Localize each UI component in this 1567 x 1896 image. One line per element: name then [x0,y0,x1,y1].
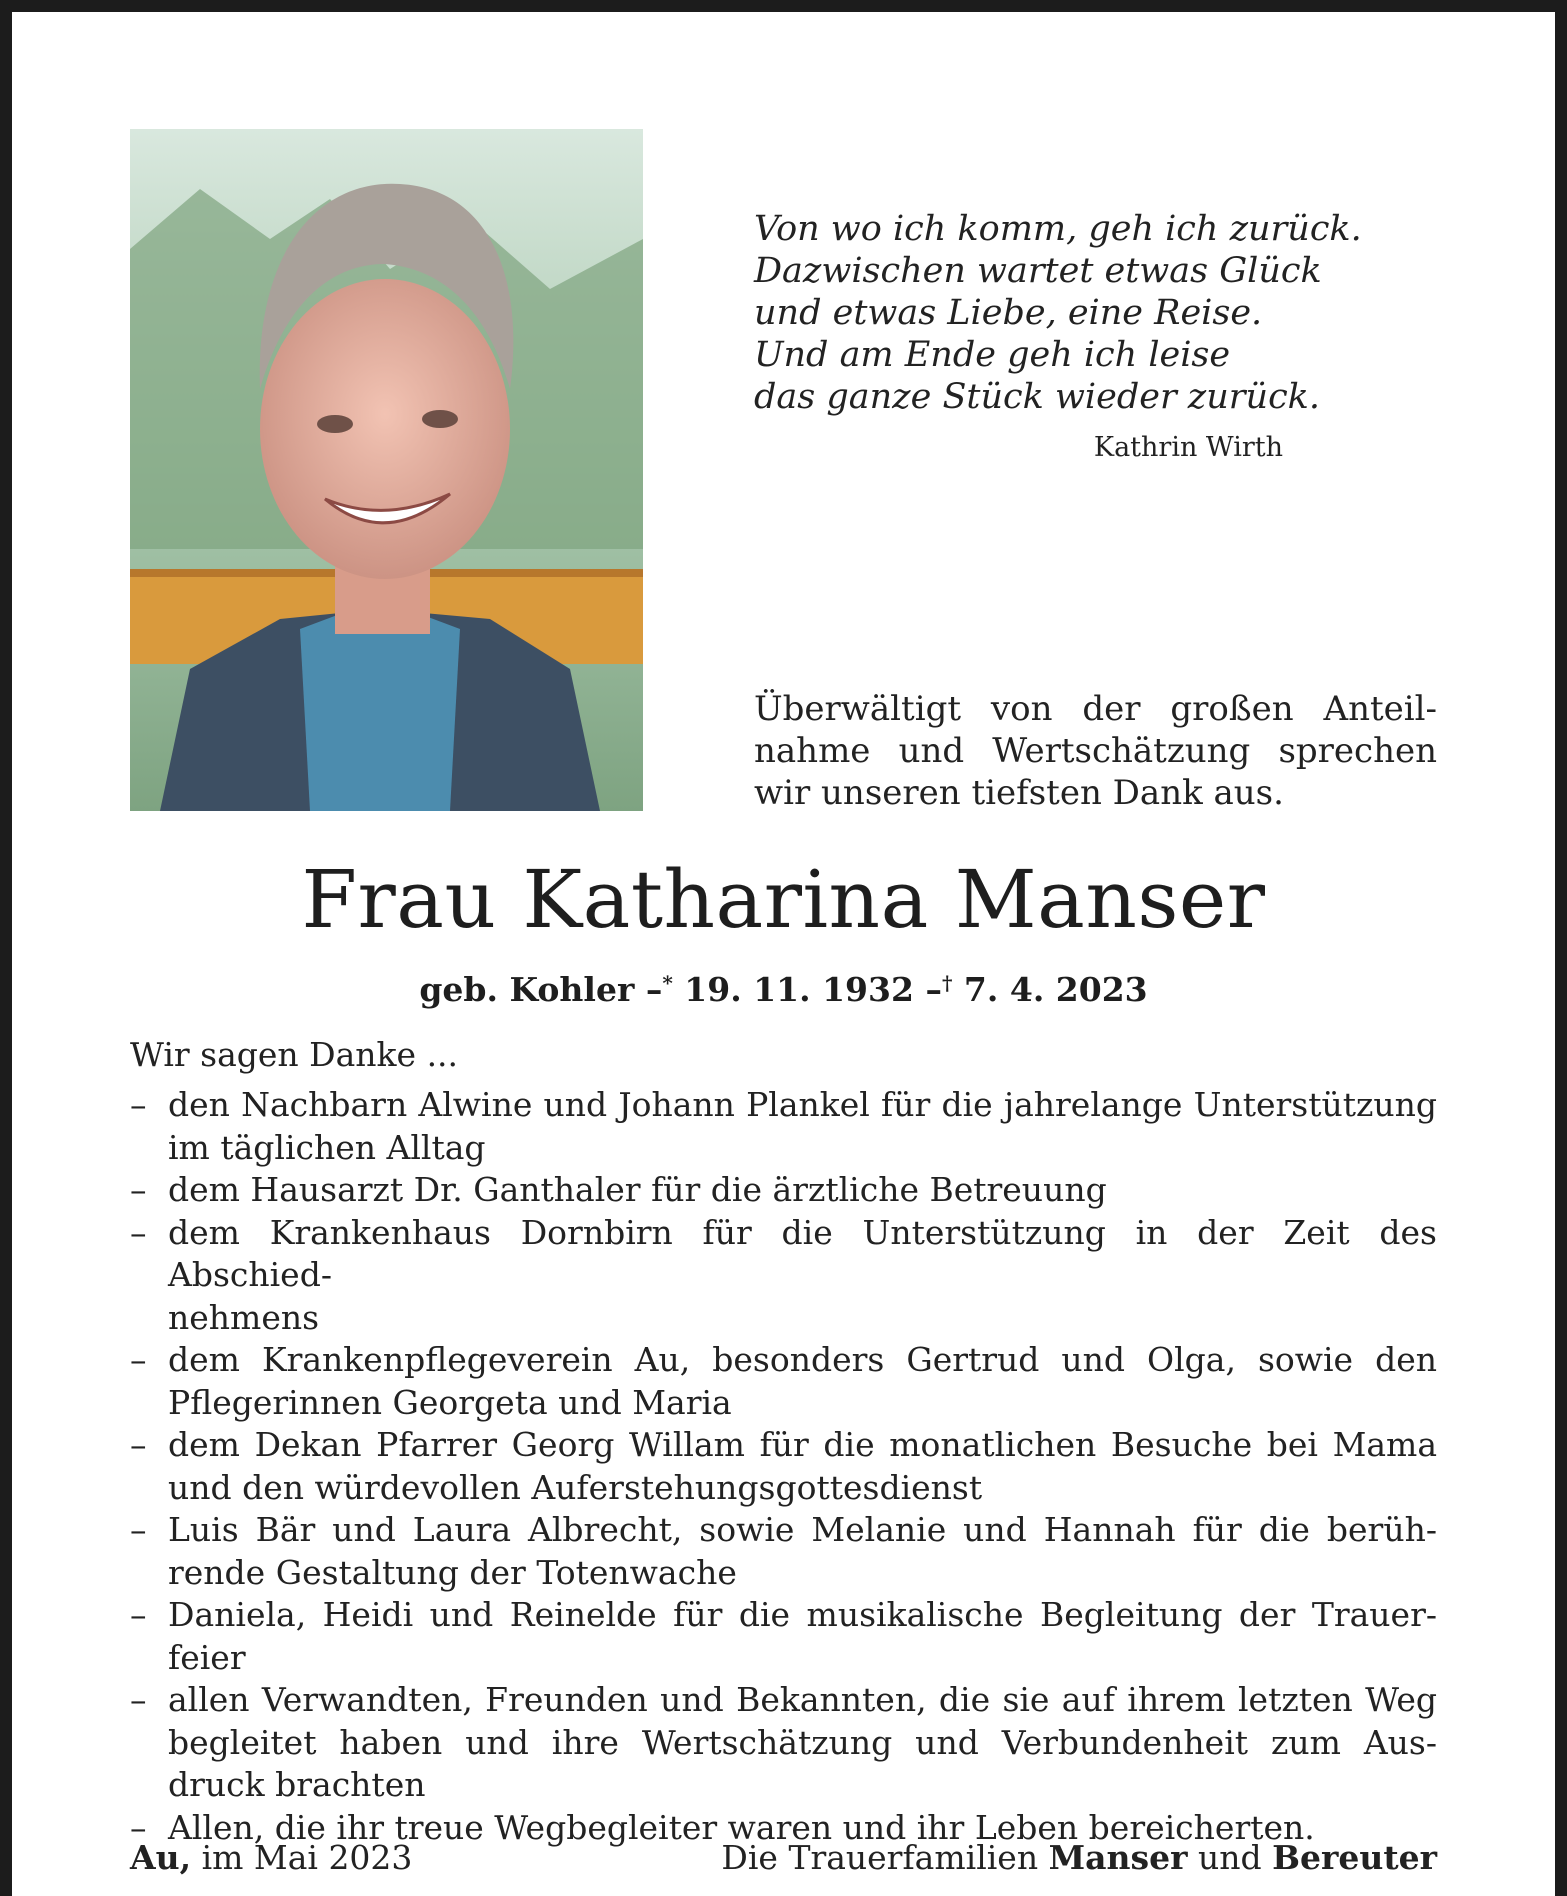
footer-place-date [130,1838,412,1877]
footer-families [721,1838,1437,1877]
intro-line: Überwältigt von der großen Anteil- [754,689,1437,729]
thanks-list [130,1084,1437,1849]
family-name-1: Manser [1048,1838,1188,1877]
thanks-item [130,1084,1437,1169]
footer-date: im Mai 2023 [201,1838,413,1877]
life-dates [130,970,1437,1009]
thanks-item-line: Allen, die ihr treue Wegbegleiter waren und ihr Leben bereicherten. [168,1807,1315,1847]
thanks-item [130,1212,1437,1340]
dash-bullet: – [130,1807,147,1847]
footer-place: Au, [130,1838,192,1877]
family-prefix: Die Trauerfamilien [721,1838,1039,1877]
deceased-name: Frau Katharina Manser [301,853,1266,946]
thanks-item-line: dem Hausarzt Dr. Ganthaler für die ärztliche Betreuung [168,1170,1107,1209]
family-name-2: Bereuter [1272,1838,1437,1877]
intro-text [754,688,1437,814]
death-date: 7. 4. 2023 [963,970,1148,1009]
portrait-image [130,129,643,811]
thanks-heading: Wir sagen Danke ... [130,1035,459,1074]
thanks-item-line: dem Dekan Pfarrer Georg Willam für die monatlichen Besuche bei Mama [168,1425,1437,1464]
poem-line: das ganze Stück wieder zurück. [754,377,1320,417]
death-symbol: † [941,971,953,995]
born-name: geb. Kohler [419,970,635,1009]
thanks-item [130,1169,1437,1212]
poem-line: Dazwischen wartet etwas Glück [754,251,1322,291]
thanks-item [130,1509,1437,1594]
dash-bullet: – [130,1680,147,1719]
birth-symbol: * [662,971,673,995]
poem-author: Kathrin Wirth [1093,432,1283,463]
thanks-item-line: druck brachten [168,1765,426,1804]
date-separator: – [645,970,663,1009]
thanks-item [130,1424,1437,1509]
thanks-item-line: rende Gestaltung der Totenwache [168,1552,737,1592]
dash-bullet: – [130,1510,147,1549]
intro-line: wir unseren tiefsten Dank aus. [754,773,1284,813]
portrait-photo [130,129,643,811]
thanks-item-line: dem Krankenhaus Dornbirn für die Unterstützung in der Zeit des Abschied- [168,1212,1437,1294]
dash-bullet: – [130,1085,147,1124]
dash-bullet: – [130,1340,147,1379]
poem-line: Und am Ende geh ich leise [754,335,1231,375]
thanks-item-line: allen Verwandten, Freunden und Bekannten, die sie auf ihrem letzten Weg [168,1680,1437,1719]
thanks-item-line: dem Krankenpflegeverein Au, besonders Gertrud und Olga, sowie den [168,1340,1437,1379]
poem-line: und etwas Liebe, eine Reise. [754,293,1263,333]
thanks-item [130,1594,1437,1679]
dash-bullet: – [130,1425,147,1464]
birth-date: 19. 11. 1932 [684,970,914,1009]
dash-bullet: – [130,1595,147,1634]
thanks-item-line: nehmens [168,1297,320,1337]
thanks-item-line: den Nachbarn Alwine und Johann Plankel für die jahrelange Unterstützung [168,1085,1437,1124]
dash-bullet: – [130,1170,147,1209]
dash-bullet: – [130,1212,147,1252]
thanks-item-line: im täglichen Alltag [168,1127,486,1167]
thanks-item-line: begleitet haben und ihre Wertschätzung und Verbundenheit zum Aus- [168,1722,1437,1762]
thanks-item-line: feier [168,1637,246,1677]
poem [754,208,1362,418]
intro-line: nahme und Wertschätzung sprechen [754,731,1437,771]
poem-line: Von wo ich komm, geh ich zurück. [754,209,1362,249]
thanks-item [130,1679,1437,1807]
thanks-item [130,1339,1437,1424]
thanks-item-line: Pflegerinnen Georgeta und Maria [168,1382,732,1422]
date-separator: – [925,970,942,1009]
thanks-item-line: Luis Bär und Laura Albrecht, sowie Melanie und Hannah für die berüh- [168,1510,1437,1549]
thanks-item-line: Daniela, Heidi und Reinelde für die musikalische Begleitung der Trauer- [168,1595,1437,1634]
thanks-item-line: und den würdevollen Auferstehungsgottesdienst [168,1467,983,1507]
family-and: und [1197,1838,1262,1877]
